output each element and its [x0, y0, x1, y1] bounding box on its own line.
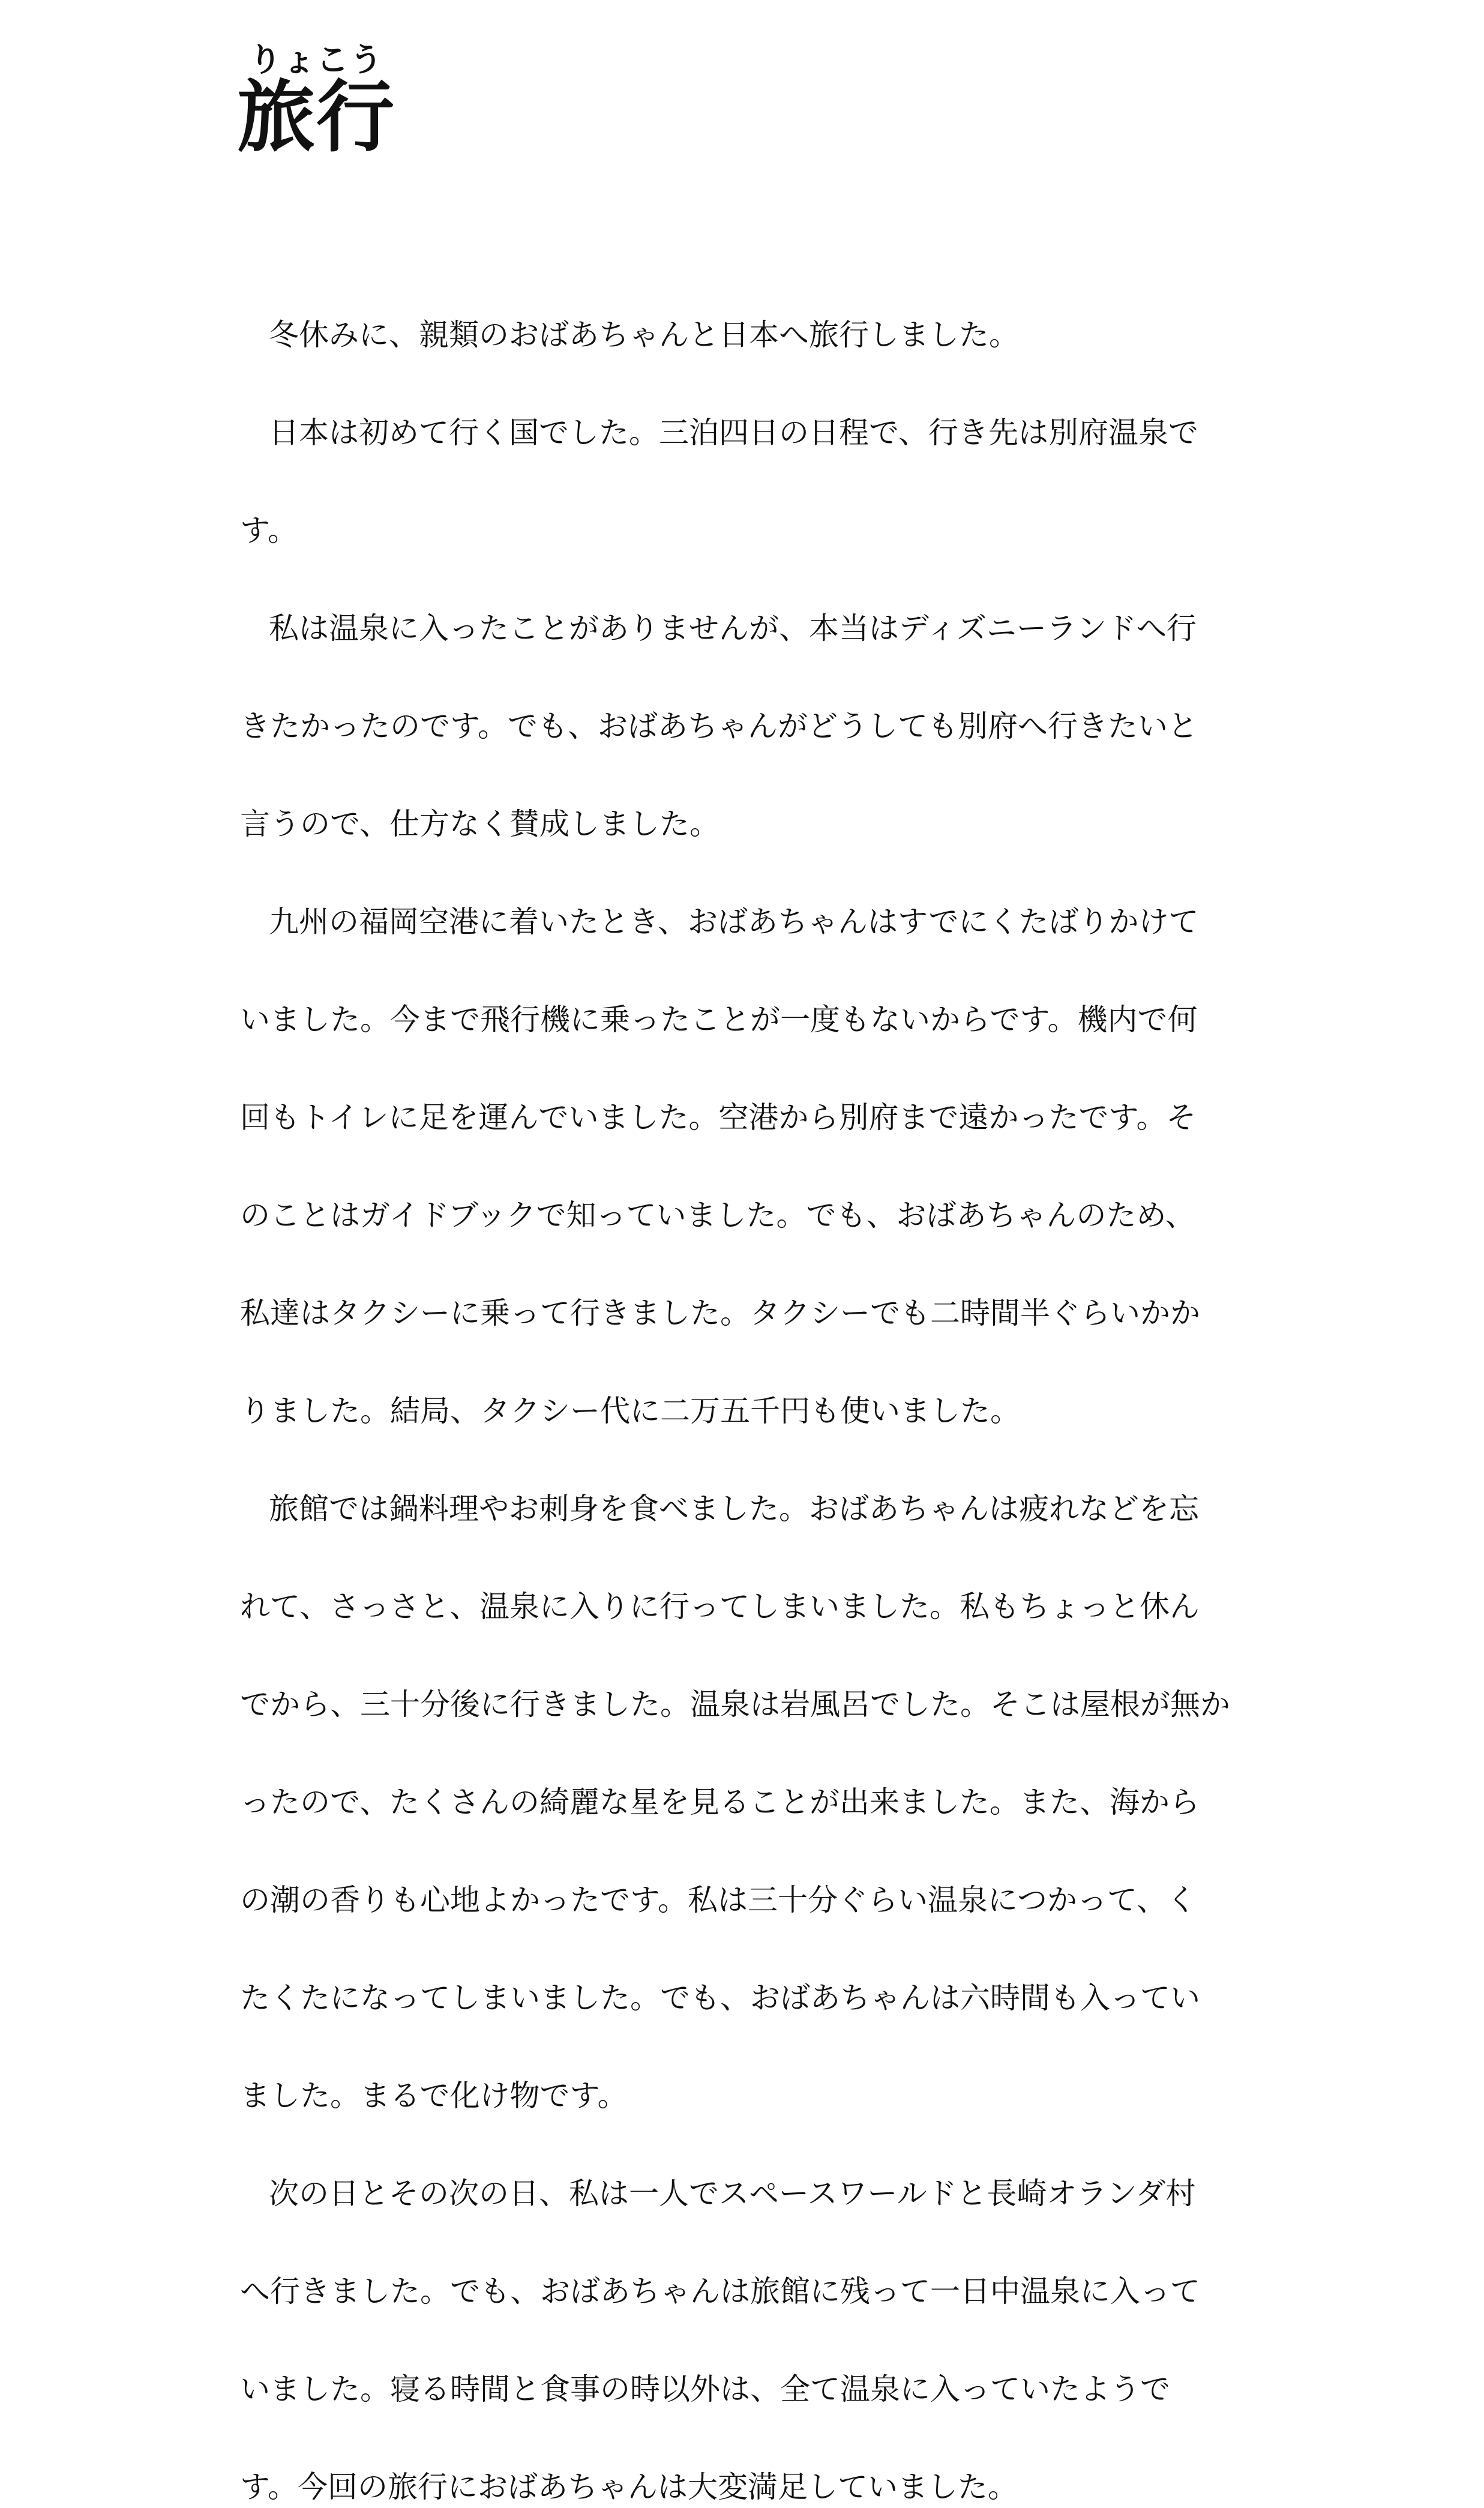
- line-text: の潮の香りも心地よかったです。私は三十分ぐらい温泉につかって、く: [240, 1883, 1197, 1917]
- line-text: す。今回の旅行におばあちゃんは大変満足していました。: [240, 2470, 1018, 2504]
- line-text: れて、さっさと、温泉に入りに行ってしまいました。私もちょっと休ん: [240, 1589, 1200, 1624]
- text-line: [240, 1628, 1284, 1725]
- text-line: [240, 1530, 1284, 1628]
- text-line: [240, 1432, 1284, 1530]
- text-line: [240, 1236, 1284, 1334]
- text-line: [240, 747, 1284, 845]
- text-line: [240, 2215, 1284, 2312]
- text-line: [240, 552, 1284, 649]
- line-text: きたかったのです。でも、おばあちゃんがどうしても別府へ行きたいと: [240, 709, 1198, 744]
- text-line: [240, 2410, 1284, 2508]
- line-text: す。: [240, 513, 298, 548]
- text-line: [240, 356, 1284, 454]
- line-text: ったので、たくさんの綺麗な星を見ることが出来ました。また、海から: [240, 1785, 1200, 1820]
- text-line: [240, 1334, 1284, 1432]
- title-ruby: [237, 40, 396, 163]
- text-line: [240, 2019, 1284, 2117]
- line-text: 冬休みに、親類のおばあちゃんと日本へ旅行しました。: [269, 317, 1019, 352]
- text-line: [240, 649, 1284, 747]
- line-text: 九州の福岡空港に着いたとき、おばあちゃんはすでにくたばりかけて: [269, 904, 1199, 939]
- line-text: ました。まるで化け物です。: [240, 2078, 628, 2113]
- line-text: 旅館では鍋料理やお刺身を食べました。おばあちゃんは疲れなどを忘: [269, 1491, 1199, 1526]
- essay-body: [240, 258, 1284, 2508]
- line-text: いました。今まで飛行機に乗ったことが一度もないからです。機内で何: [240, 1002, 1198, 1037]
- line-text: りました。結局、タクシー代に二万五千円も使いました。: [240, 1394, 1020, 1428]
- page-title: [237, 42, 435, 167]
- line-text: 日本は初めて行く国でした。三泊四日の日程で、行き先は別府温泉で: [269, 415, 1198, 450]
- text-line: [240, 1823, 1284, 1921]
- text-line: [240, 1138, 1284, 1236]
- text-line: [240, 943, 1284, 1041]
- line-text: のことはガイドブックで知っていました。でも、おばあちゃんのため、: [240, 1198, 1195, 1233]
- title-block: [237, 42, 435, 167]
- line-text: たくたになってしまいました。でも、おばあちゃんは六時間も入ってい: [240, 1980, 1200, 2015]
- text-line: [240, 1041, 1284, 1138]
- text-line: [240, 2117, 1284, 2215]
- line-text: 言うので、仕方なく賛成しました。: [240, 807, 719, 841]
- line-text: 私は温泉に入ったことがありませんが、本当はディズニーランドへ行: [269, 611, 1197, 646]
- text-line: [240, 1921, 1284, 2019]
- line-text: 私達はタクシーに乗って行きました。タクシーでも二時間半ぐらいかか: [240, 1296, 1200, 1331]
- text-line: [240, 1725, 1284, 1823]
- line-text: でから、三十分後に行きました。温泉は岩風呂でした。そこは屋根が無か: [240, 1687, 1230, 1722]
- text-line: [240, 2312, 1284, 2410]
- title-reading: りょこう: [237, 40, 395, 79]
- line-text: 回もトイレに足を運んでいました。空港から別府まで遠かったです。そ: [240, 1100, 1197, 1135]
- text-line: [240, 845, 1284, 943]
- line-text: 次の日とその次の日、私は一人でスペースワールドと長崎オランダ村: [269, 2176, 1196, 2211]
- line-text: へ行きました。でも、おばあちゃんは旅館に残って一日中温泉に入って: [240, 2274, 1200, 2309]
- line-text: いました。寝る時間と食事の時以外は、全て温泉に入っていたようで: [240, 2372, 1170, 2407]
- title-text: 旅行: [237, 71, 396, 163]
- text-line: [240, 258, 1284, 356]
- text-line: [240, 454, 1284, 552]
